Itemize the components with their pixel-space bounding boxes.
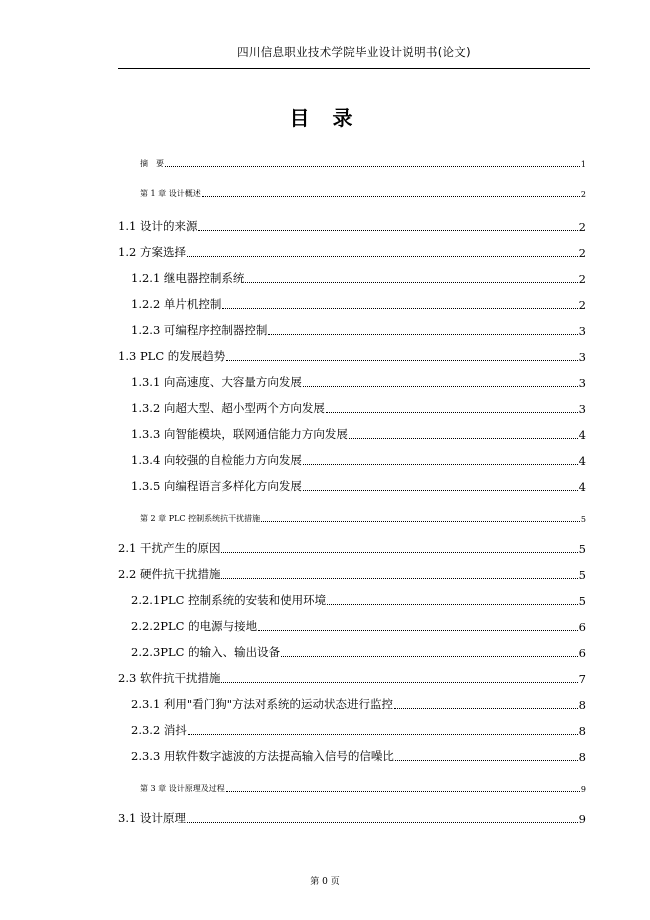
toc-entry-title: 1.3.4 向较强的自检能力方向发展 xyxy=(131,453,302,467)
toc-entry-title: 第 3 章 设计原理及过程 xyxy=(140,784,225,793)
toc-entry[interactable] xyxy=(118,244,586,260)
toc-entry-title: 2.2.3PLC 的输入、输出设备 xyxy=(131,645,281,659)
toc-entry-title: 2.2.2PLC 的电源与接地 xyxy=(131,619,258,633)
toc-entry[interactable] xyxy=(118,540,586,556)
toc-dot-leader xyxy=(221,552,577,553)
toc-entry[interactable] xyxy=(118,670,586,686)
toc-entry-page: 8 xyxy=(578,724,586,738)
toc-dot-leader xyxy=(303,464,578,465)
toc-entry-page: 5 xyxy=(578,542,586,556)
toc-dot-leader xyxy=(326,412,578,413)
toc-entry[interactable] xyxy=(140,778,586,794)
toc-entry-page: 3 xyxy=(578,350,586,364)
toc-entry[interactable] xyxy=(140,183,586,199)
toc-entry-title: 1.2.3 可编程序控制器控制 xyxy=(131,323,268,337)
toc-entry-page: 2 xyxy=(578,246,586,260)
toc-dot-leader xyxy=(221,682,577,683)
toc-entry-page: 5 xyxy=(580,515,586,524)
toc-entry[interactable] xyxy=(131,452,586,468)
toc-entry-title: 摘 要 xyxy=(140,159,164,168)
toc-entry-page: 3 xyxy=(578,402,586,416)
toc-entry-title: 1.2.2 单片机控制 xyxy=(131,297,222,311)
toc-entry[interactable] xyxy=(131,748,586,764)
toc-dot-leader xyxy=(226,791,580,792)
toc-entry[interactable] xyxy=(118,348,586,364)
toc-dot-leader xyxy=(245,282,577,283)
toc-dot-leader xyxy=(303,490,578,491)
toc-entry-page: 8 xyxy=(578,698,586,712)
toc-entry[interactable] xyxy=(131,400,586,416)
toc-entry-title: 1.3.5 向编程语言多样化方向发展 xyxy=(131,479,302,493)
toc-entry-page: 9 xyxy=(578,812,586,826)
toc-entry[interactable] xyxy=(131,296,586,312)
toc-entry-page: 2 xyxy=(580,190,586,199)
toc-dot-leader xyxy=(198,230,577,231)
toc-entry[interactable] xyxy=(118,810,586,826)
toc-entry-page: 5 xyxy=(578,594,586,608)
toc-entry[interactable] xyxy=(131,644,586,660)
toc-dot-leader xyxy=(327,604,578,605)
toc-dot-leader xyxy=(222,308,577,309)
toc-entry-page: 6 xyxy=(578,620,586,634)
toc-entry-title: 1.3.3 向智能模块，联网通信能力方向发展 xyxy=(131,427,348,441)
toc-entry-title: 1.2.1 继电器控制系统 xyxy=(131,271,245,285)
header-rule xyxy=(118,68,590,69)
toc-entry-page: 4 xyxy=(578,480,586,494)
toc-dot-leader xyxy=(281,656,578,657)
toc-entry-page: 6 xyxy=(578,646,586,660)
page-title: 目 录 xyxy=(289,106,361,130)
toc-entry[interactable] xyxy=(131,722,586,738)
toc-entry-page: 3 xyxy=(578,376,586,390)
toc-entry-title: 1.3 PLC 的发展趋势 xyxy=(118,349,226,363)
toc-dot-leader xyxy=(303,386,578,387)
toc-entry[interactable] xyxy=(140,153,586,169)
toc-entry-title: 1.1 设计的来源 xyxy=(118,219,198,233)
toc-entry[interactable] xyxy=(131,696,586,712)
toc-entry-page: 1 xyxy=(580,160,586,169)
toc-entry-page: 7 xyxy=(578,672,586,686)
toc-entry[interactable] xyxy=(131,478,586,494)
toc-entry-title: 2.3.3 用软件数字滤波的方法提高输入信号的信噪比 xyxy=(131,749,394,763)
toc-entry-title: 2.3.2 消抖 xyxy=(131,723,187,737)
toc-entry[interactable] xyxy=(131,618,586,634)
toc-dot-leader xyxy=(258,630,578,631)
toc-dot-leader xyxy=(165,166,580,167)
toc-entry-title: 2.1 干扰产生的原因 xyxy=(118,541,221,555)
toc-entry-title: 2.3.1 利用"看门狗"方法对系统的运动状态进行监控 xyxy=(131,697,393,711)
toc-dot-leader xyxy=(187,256,578,257)
toc-dot-leader xyxy=(261,521,580,522)
toc-entry-page: 2 xyxy=(578,272,586,286)
toc-entry-title: 第 2 章 PLC 控制系统抗干扰措施 xyxy=(140,514,261,523)
toc-entry[interactable] xyxy=(131,374,586,390)
toc-entry-title: 1.2 方案选择 xyxy=(118,245,186,259)
toc-dot-leader xyxy=(188,734,578,735)
toc-entry-title: 3.1 设计原理 xyxy=(118,811,186,825)
toc-entry-title: 第 1 章 设计概述 xyxy=(140,189,201,198)
toc-dot-leader xyxy=(226,360,577,361)
toc-entry-page: 4 xyxy=(578,428,586,442)
toc-dot-leader xyxy=(349,438,578,439)
toc-entry[interactable] xyxy=(118,566,586,582)
toc-entry-title: 2.2.1PLC 控制系统的安装和使用环境 xyxy=(131,593,327,607)
toc-entry-title: 1.3.1 向高速度、大容量方向发展 xyxy=(131,375,302,389)
toc-entry-page: 8 xyxy=(578,750,586,764)
toc-dot-leader xyxy=(202,196,580,197)
toc-dot-leader xyxy=(394,708,578,709)
toc-entry-title: 2.2 硬件抗干扰措施 xyxy=(118,567,221,581)
toc-entry-page: 2 xyxy=(578,220,586,234)
toc-dot-leader xyxy=(187,822,578,823)
toc-entry[interactable] xyxy=(131,322,586,338)
toc-entry[interactable] xyxy=(140,508,586,524)
toc-entry[interactable] xyxy=(118,218,586,234)
toc-entry[interactable] xyxy=(131,426,586,442)
toc-entry-page: 9 xyxy=(580,785,586,794)
toc-entry-page: 2 xyxy=(578,298,586,312)
document-header: 四川信息职业技术学院毕业设计说明书(论文) xyxy=(237,45,471,59)
toc-entry-title: 2.3 软件抗干扰措施 xyxy=(118,671,221,685)
toc-entry[interactable] xyxy=(131,270,586,286)
toc-entry-title: 1.3.2 向超大型、超小型两个方向发展 xyxy=(131,401,325,415)
toc-dot-leader xyxy=(221,578,577,579)
toc-dot-leader xyxy=(268,334,577,335)
page-number-footer: 第 0 页 xyxy=(310,877,340,887)
toc-entry-page: 4 xyxy=(578,454,586,468)
toc-dot-leader xyxy=(395,760,578,761)
toc-entry[interactable] xyxy=(131,592,586,608)
toc-entry-page: 3 xyxy=(578,324,586,338)
toc-entry-page: 5 xyxy=(578,568,586,582)
